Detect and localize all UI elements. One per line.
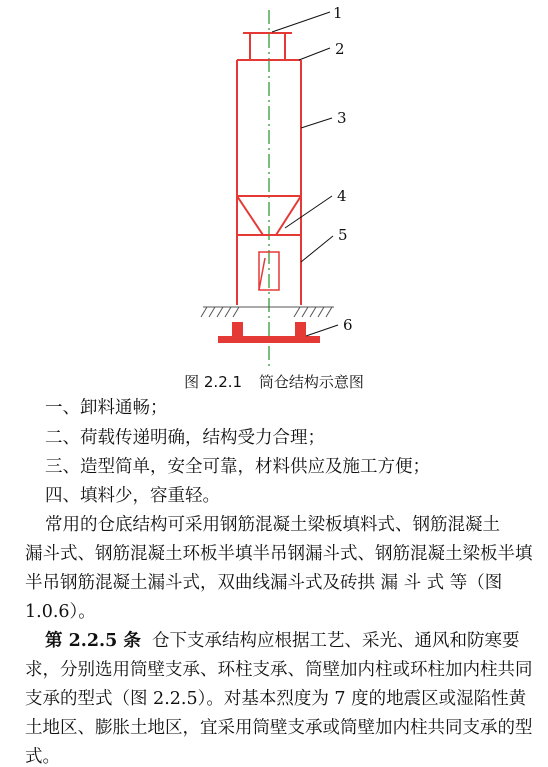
caption-number: 图 2.2.1 <box>184 373 243 391</box>
silo-structure-diagram <box>0 0 548 372</box>
callout-6: 6 <box>343 316 353 334</box>
ground-line <box>201 307 334 317</box>
paragraph-line: 式。 <box>25 747 60 767</box>
callout-5: 5 <box>338 226 348 244</box>
paragraph-line: 支承的型式（图 2.2.5）。对基本烈度为 7 度的地震区或湿陷性黄 <box>25 689 527 709</box>
article-text: 仓下支承结构应根据工艺、采光、通风和防寒要 <box>152 631 520 651</box>
paragraph-line: 常用的仓底结构可采用钢筋混凝土梁板填料式、钢筋混凝土 <box>45 515 500 535</box>
figure-caption <box>0 371 548 392</box>
list-item: 四、填料少，容重轻。 <box>45 486 220 506</box>
roof-house <box>243 33 292 60</box>
callout-3: 3 <box>337 109 347 127</box>
paragraph-line: 漏斗式、钢筋混凝土环板半填半吊钢漏斗式、钢筋混凝土梁板半填 <box>25 544 533 564</box>
callout-4: 4 <box>337 187 347 205</box>
list-item: 二、荷载传递明确，结构受力合理； <box>45 428 325 448</box>
caption-title: 筒仓结构示意图 <box>258 373 364 391</box>
article-label: 第 2.2.5 条 <box>45 631 141 651</box>
article-line <box>45 631 520 651</box>
paragraph-line: 求，分别选用筒壁支承、环柱支承、筒壁加内柱或环柱加内柱共同 <box>25 660 533 680</box>
list-item: 一、卸料通畅； <box>45 398 168 418</box>
paragraph-line: 1.0.6）。 <box>25 602 96 622</box>
paragraph-line: 半吊钢筋混凝土漏斗式，双曲线漏斗式及砖拱 漏 斗 式 等（图 <box>25 573 503 593</box>
list-item: 三、造型简单，安全可靠，材料供应及施工方便； <box>45 457 430 477</box>
paragraph-line: 土地区、膨胀土地区，宜采用筒壁支承或筒壁加内柱共同支承的型 <box>25 718 533 738</box>
callout-2: 2 <box>335 40 345 58</box>
callout-1: 1 <box>333 4 343 22</box>
